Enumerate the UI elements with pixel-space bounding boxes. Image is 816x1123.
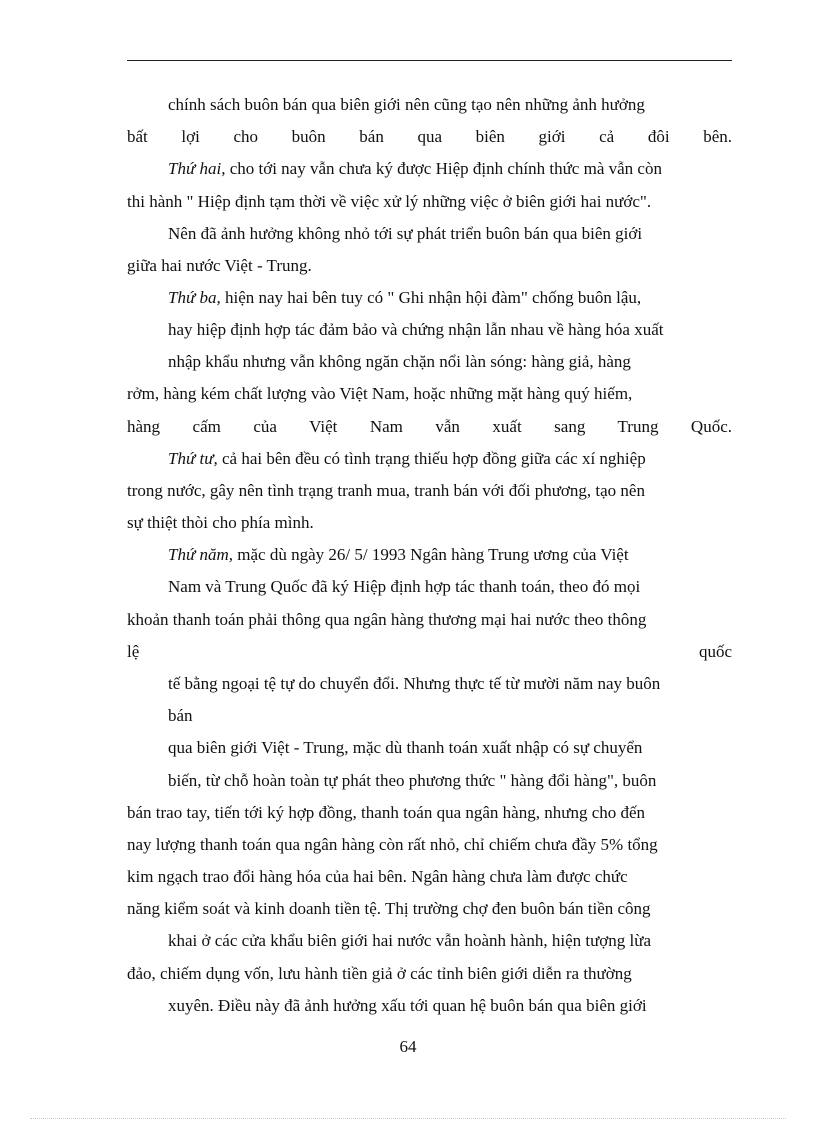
text-line-1: chính sách buôn bán qua biên giới nên cũng tạo nên những ảnh hưởng [168, 95, 645, 114]
text-line-28: đảo, chiếm dụng vốn, lưu hành tiền giả ở các tỉnh biên giới diễn ra thường [127, 964, 632, 983]
ordinal-second: Thứ hai, [168, 159, 226, 178]
text-line-29: xuyên. Điều này đã ảnh hưởng xấu tới quan hệ buôn bán qua biên giới [168, 996, 647, 1015]
text-line-21: qua biên giới Việt - Trung, mặc dù thanh toán xuất nhập có sự chuyển [168, 738, 643, 757]
text-line-16: Nam và Trung Quốc đã ký Hiệp định hợp tác thanh toán, theo đó mọi [168, 577, 641, 596]
text-line-27: khai ở các cửa khẩu biên giới hai nước vẫn hoành hành, hiện tượng lừa [168, 931, 652, 950]
text-line-12 [168, 446, 732, 472]
text-line-7-body: hiện nay hai bên tuy có " Ghi nhận hội đàm" chống buôn lậu, [224, 288, 642, 307]
text-line-22: biến, từ chỗ hoàn toàn tự phát theo phương thức " hàng đổi hàng", buôn [168, 771, 657, 790]
text-line-26: năng kiểm soát và kinh doanh tiền tệ. Thị trường chợ đen buôn bán tiền công [127, 899, 651, 918]
text-line-3-body: cho tới nay vẫn chưa ký được Hiệp định chính thức mà vẫn còn [229, 159, 662, 178]
text-line-18-right: quốc [698, 642, 732, 661]
text-line-19: tế bằng ngoại tệ tự do chuyển đổi. Nhưng thực tế từ mười năm nay buôn [168, 674, 661, 693]
text-line-4: thi hành " Hiệp định tạm thời về việc xử lý những việc ở biên giới hai nước". [127, 192, 652, 211]
text-line-6: giữa hai nước Việt - Trung. [127, 256, 312, 275]
text-line-13: trong nước, gây nên tình trạng tranh mua, tranh bán với đối phương, tạo nên [127, 481, 645, 500]
text-line-8: hay hiệp định hợp tác đảm bảo và chứng nhận lẫn nhau về hàng hóa xuất [168, 320, 664, 339]
text-line-15 [168, 542, 732, 568]
text-line-3 [168, 156, 732, 182]
text-line-25: kim ngạch trao đổi hàng hóa của hai bên. Ngân hàng chưa làm được chức [127, 867, 628, 886]
text-line-12-body: cả hai bên đều có tình trạng thiếu hợp đồng giữa các xí nghiệp [221, 449, 646, 468]
header-rule [127, 60, 732, 61]
ordinal-fourth: Thứ tư, [168, 449, 218, 468]
text-line-20: bán [168, 706, 193, 725]
text-line-14: sự thiệt thòi cho phía mình. [127, 513, 314, 532]
footer-dotted-rule [30, 1118, 786, 1119]
text-line-18 [127, 639, 732, 665]
text-line-24: nay lượng thanh toán qua ngân hàng còn rất nhỏ, chỉ chiếm chưa đầy 5% tổng [127, 835, 658, 854]
ordinal-third: Thứ ba, [168, 288, 221, 307]
text-line-7 [168, 285, 732, 311]
text-line-11: hàng cấm của Việt Nam vẫn xuất sang Trung Quốc. [127, 417, 732, 436]
ordinal-fifth: Thứ năm, [168, 545, 234, 564]
text-line-2: bất lợi cho buôn bán qua biên giới cả đôi bên. [127, 127, 732, 146]
text-line-15-body: mặc dù ngày 26/ 5/ 1993 Ngân hàng Trung ương của Việt [237, 545, 629, 564]
page-number: 64 [399, 1037, 417, 1056]
text-line-18-left: lệ [127, 642, 140, 661]
text-line-5: Nên đã ảnh hưởng không nhỏ tới sự phát triển buôn bán qua biên giới [168, 224, 643, 243]
text-line-23: bán trao tay, tiến tới ký hợp đồng, thanh toán qua ngân hàng, nhưng cho đến [127, 803, 646, 822]
text-line-10: rởm, hàng kém chất lượng vào Việt Nam, hoặc những mặt hàng quý hiếm, [127, 384, 633, 403]
text-line-17: khoản thanh toán phải thông qua ngân hàng thương mại hai nước theo thông [127, 610, 647, 629]
text-line-9: nhập khẩu nhưng vẫn không ngăn chặn nổi làn sóng: hàng giả, hàng [168, 352, 631, 371]
